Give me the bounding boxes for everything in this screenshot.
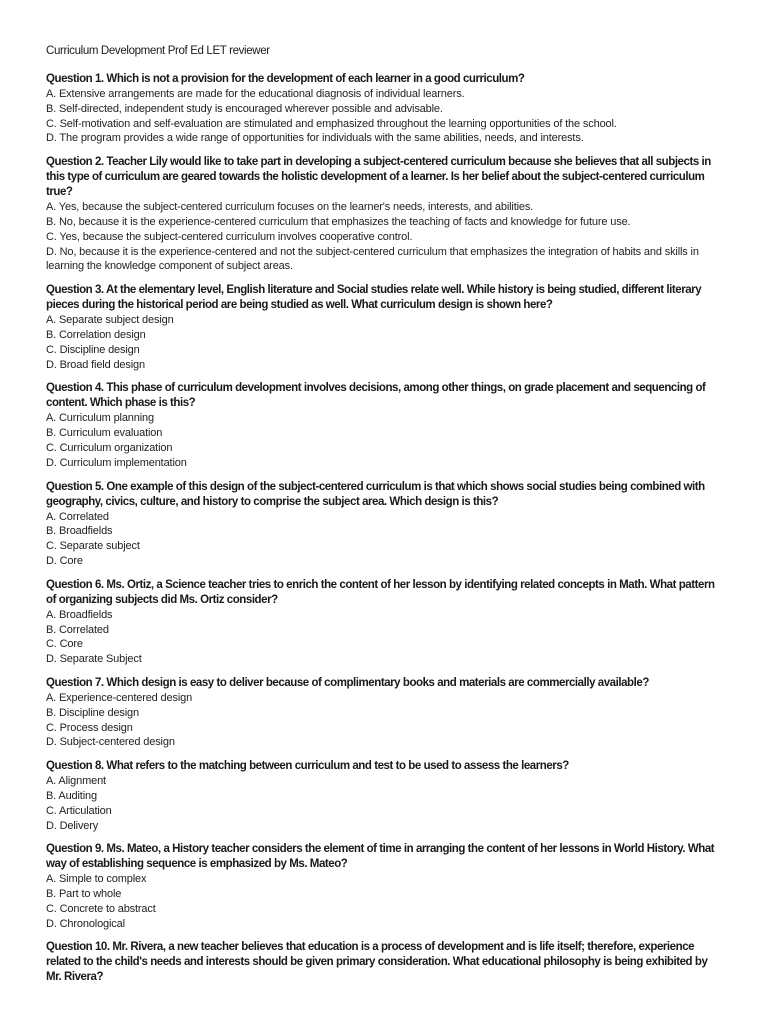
answer-option: B. Self-directed, independent study is encouraged wherever possible and advisable. <box>46 102 443 115</box>
answer-options <box>46 200 722 274</box>
answer-option: A. Alignment <box>46 775 106 788</box>
question-text: Question 8. What refers to the matching between curriculum and test to be used to assess the learners? <box>46 760 569 773</box>
answer-option: B. Broadfields <box>46 525 113 538</box>
question-text: Question 2. Teacher Lily would like to take part in developing a subject-centered curriculum because she believes that all subjects in this type of curriculum are geared towards the holistic development of a learner. Is her belief about the subject-centered curriculum true? <box>46 156 711 199</box>
question-block <box>46 381 722 470</box>
answer-options <box>46 313 722 372</box>
answer-option: A. Correlated <box>46 510 109 523</box>
answer-option: C. Concrete to abstract <box>46 902 156 915</box>
answer-option: C. Separate subject <box>46 540 140 553</box>
answer-option: B. Auditing <box>46 789 97 802</box>
question-text: Question 7. Which design is easy to deliver because of complimentary books and materials are commercially available? <box>46 676 649 689</box>
document-title: Curriculum Development Prof Ed LET reviewer <box>46 45 270 57</box>
answer-options <box>46 691 722 750</box>
answer-option: D. Chronological <box>46 917 125 930</box>
question-block <box>46 578 722 667</box>
answer-options <box>46 87 722 146</box>
question-text: Question 1. Which is not a provision for the development of each learner in a good curriculum? <box>46 73 525 85</box>
answer-option: D. Separate Subject <box>46 653 142 666</box>
answer-option: D. Subject-centered design <box>46 736 175 749</box>
question-block <box>46 480 722 569</box>
answer-option: D. Delivery <box>46 819 99 832</box>
answer-option: D. Core <box>46 554 83 567</box>
answer-option: B. Correlation design <box>46 328 146 341</box>
answer-option: D. Broad field design <box>46 358 145 371</box>
question-block <box>46 842 722 931</box>
answer-option: A. Extensive arrangements are made for the educational diagnosis of individual learners. <box>46 88 465 100</box>
answer-option: A. Experience-centered design <box>46 691 193 704</box>
question-block <box>46 155 722 274</box>
answer-option: A. Curriculum planning <box>46 412 154 425</box>
answer-option: D. No, because it is the experience-centered and not the subject-centered curriculum that emphasizes the integration of habits and skills in learning the knowledge component of subject areas. <box>46 245 699 273</box>
question-block <box>46 759 722 833</box>
answer-options <box>46 774 722 833</box>
answer-options <box>46 872 722 931</box>
question-text: Question 10. Mr. Rivera, a new teacher believes that education is a process of development and is life itself; therefore, experience related to the child's needs and interests should be given primary consideration. What educational philosophy is being exhibited by Mr. Rivera? <box>46 941 708 984</box>
question-text: Question 6. Ms. Ortiz, a Science teacher tries to enrich the content of her lesson by identifying related concepts in Math. What pattern of organizing subjects did Ms. Ortiz consider? <box>46 578 715 606</box>
question-block <box>46 72 722 146</box>
answer-option: A. Broadfields <box>46 608 113 621</box>
answer-option: C. Articulation <box>46 804 112 817</box>
answer-option: C. Curriculum organization <box>46 441 173 454</box>
question-text: Question 9. Ms. Mateo, a History teacher considers the element of time in arranging the content of her lessons in World History. What way of establishing sequence is emphasized by Ms. Mateo? <box>46 843 715 871</box>
answer-option: A. Separate subject design <box>46 314 174 327</box>
document-page <box>46 44 722 994</box>
question-block <box>46 676 722 750</box>
answer-option: B. Correlated <box>46 623 109 636</box>
answer-option: A. Simple to complex <box>46 873 147 886</box>
answer-option: C. Self-motivation and self-evaluation are stimulated and emphasized throughout the learning opportunities of the school. <box>46 117 617 130</box>
answer-option: C. Yes, because the subject-centered curriculum involves cooperative control. <box>46 230 413 243</box>
question-text: Question 3. At the elementary level, English literature and Social studies relate well. While history is being studied, different literary pieces during the historical period are being studied as well. What curriculum design is shown here? <box>46 284 702 312</box>
answer-option: C. Discipline design <box>46 343 140 356</box>
answer-option: B. No, because it is the experience-centered curriculum that emphasizes the teaching of facts and knowledge for future use. <box>46 215 631 228</box>
question-block <box>46 940 722 985</box>
answer-option: A. Yes, because the subject-centered curriculum focuses on the learner's needs, interests, and abilities. <box>46 201 534 214</box>
answer-option: C. Process design <box>46 721 133 734</box>
question-text: Question 4. This phase of curriculum development involves decisions, among other things, on grade placement and sequencing of content. Which phase is this? <box>46 382 706 410</box>
answer-option: B. Part to whole <box>46 888 122 901</box>
answer-option: D. Curriculum implementation <box>46 456 187 469</box>
answer-options <box>46 411 722 470</box>
question-list <box>46 72 722 985</box>
question-text: Question 5. One example of this design of the subject-centered curriculum is that which shows social studies being combined with geography, civics, culture, and history to comprise the subject area. Which design is this? <box>46 480 705 508</box>
question-block <box>46 283 722 372</box>
answer-options <box>46 608 722 667</box>
answer-option: B. Discipline design <box>46 706 139 719</box>
answer-option: B. Curriculum evaluation <box>46 427 163 440</box>
answer-option: C. Core <box>46 638 83 651</box>
answer-option: D. The program provides a wide range of opportunities for individuals with the same abilities, needs, and interests. <box>46 132 584 145</box>
answer-options <box>46 510 722 569</box>
